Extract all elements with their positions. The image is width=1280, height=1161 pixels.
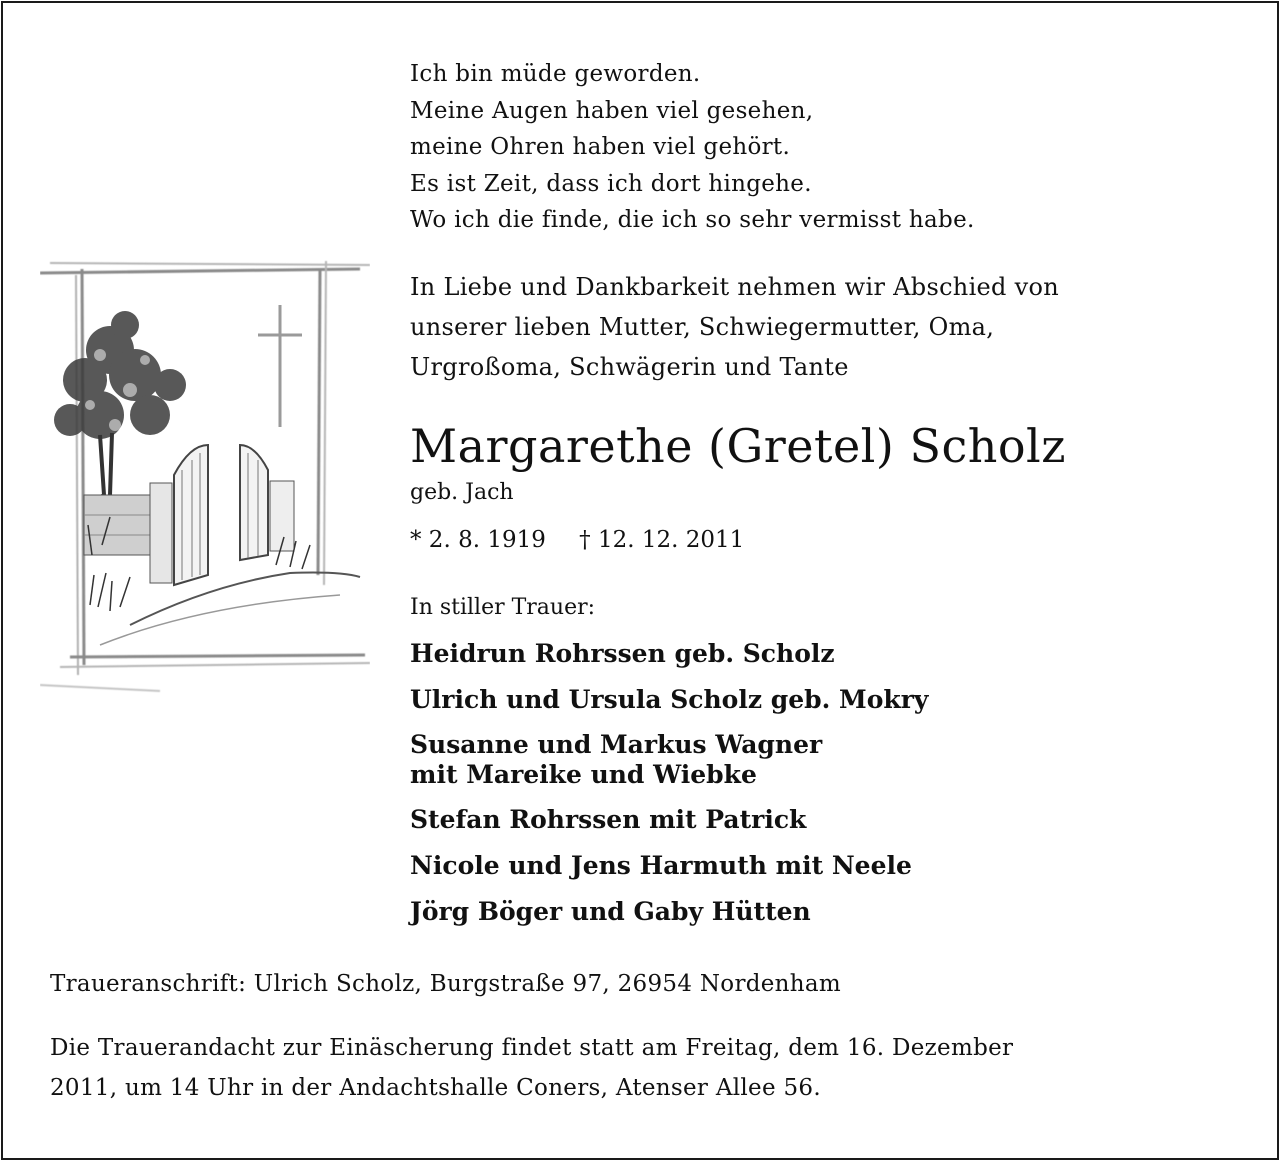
poem (410, 56, 975, 239)
service-info (50, 1028, 1013, 1108)
mourner: Heidrun Rohrssen geb. Scholz (410, 639, 835, 668)
mourner-line: mit Mareike und Wiebke (410, 760, 757, 789)
mourner: Nicole und Jens Harmuth mit Neele (410, 851, 912, 880)
life-dates (410, 523, 770, 557)
mourner: Stefan Rohrssen mit Patrick (410, 805, 807, 834)
poem-line: Meine Augen haben viel gesehen, (410, 97, 814, 124)
mourner-line: Susanne und Markus Wagner (410, 730, 823, 759)
garden-gate-cross-icon (40, 255, 370, 725)
poem-line: Wo ich die finde, die ich so sehr vermisst habe. (410, 207, 975, 233)
garden-gate-cross-illustration (40, 255, 370, 725)
mourning-title: In stiller Trauer: (410, 595, 596, 620)
intro-line: Urgroßoma, Schwägerin und Tante (410, 353, 849, 381)
death-date: † 12. 12. 2011 (579, 527, 745, 553)
mourners-list (410, 638, 928, 942)
intro-line: unserer lieben Mutter, Schwiegermutter, Oma, (410, 313, 995, 341)
service-line: 2011, um 14 Uhr in der Andachtshalle Coners, Atenser Allee 56. (50, 1075, 821, 1101)
poem-line: Ich bin müde geworden. (410, 61, 701, 87)
mourner: Jörg Böger und Gaby Hütten (410, 897, 811, 926)
service-line: Die Trauerandacht zur Einäscherung findet statt am Freitag, dem 16. Dezember (50, 1035, 1014, 1061)
poem-line: Es ist Zeit, dass ich dort hingehe. (410, 170, 812, 197)
poem-line: meine Ohren haben viel gehört. (410, 134, 791, 160)
mourning-address: Traueranschrift: Ulrich Scholz, Burgstraße 97, 26954 Nordenham (50, 971, 842, 997)
deceased-name: Margarethe (Gretel) Scholz (410, 419, 1066, 473)
mourner (410, 730, 928, 790)
mourner: Ulrich und Ursula Scholz geb. Mokry (410, 685, 929, 714)
intro-line: In Liebe und Dankbarkeit nehmen wir Abschied von (410, 273, 1060, 301)
birth-name: geb. Jach (410, 480, 514, 505)
farewell-intro (410, 267, 1059, 387)
birth-date: * 2. 8. 1919 (410, 527, 546, 553)
